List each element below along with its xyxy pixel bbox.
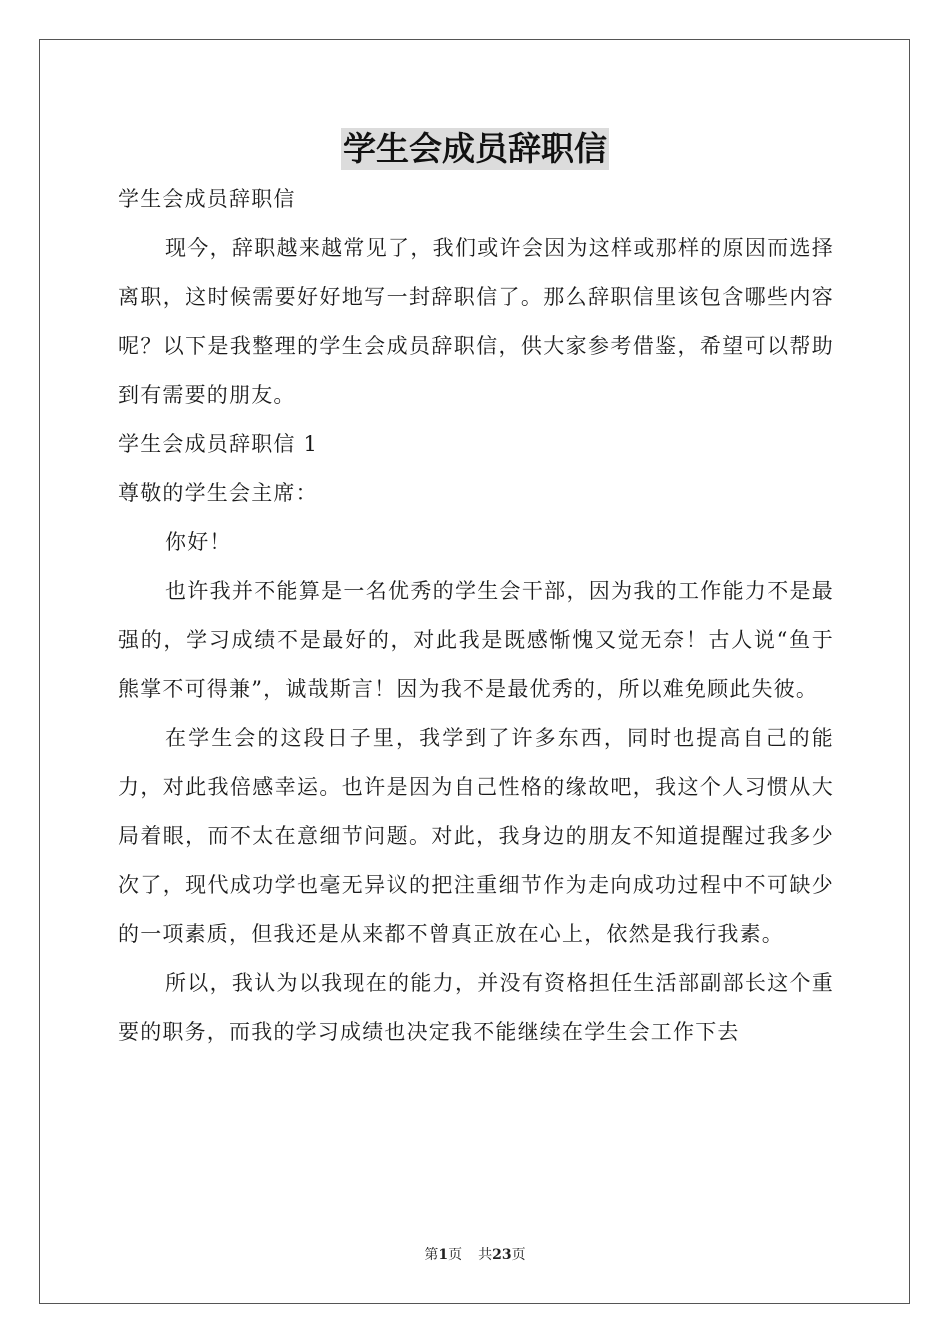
total-suffix: 页	[511, 1247, 526, 1263]
total-pages: 23	[492, 1247, 512, 1263]
paragraph: 学生会成员辞职信	[118, 187, 296, 211]
page-number: 1	[438, 1247, 449, 1263]
document-title: 学生会成员辞职信	[343, 129, 607, 168]
page-suffix: 页	[448, 1247, 463, 1263]
paragraph: 尊敬的学生会主席：	[118, 481, 318, 505]
paragraph: 你好！	[165, 530, 232, 554]
paragraph: 所以，我认为以我现在的能力，并没有资格担任生活部副部长这个重要的职务，而我的学习成绩也决定我不能继续在学生会工作下去	[118, 971, 834, 1044]
paragraph: 也许我并不能算是一名优秀的学生会干部，因为我的工作能力不是最强的，学习成绩不是最好的，对此我是既感惭愧又觉无奈！古人说“鱼于熊掌不可得兼”，诚哉斯言！因为我不是最优秀的，所以难免顾此失彼。	[118, 579, 834, 701]
paragraph: 学生会成员辞职信 1	[118, 432, 319, 456]
page-prefix: 第	[424, 1247, 439, 1263]
paragraph: 现今，辞职越来越常见了，我们或许会因为这样或那样的原因而选择离职，这时候需要好好地写一封辞职信了。那么辞职信里该包含哪些内容呢？以下是我整理的学生会成员辞职信，供大家参考借鉴，希望可以帮助到有需要的朋友。	[118, 236, 834, 407]
title-container	[0, 128, 950, 170]
total-prefix: 共	[478, 1247, 493, 1263]
paragraph: 在学生会的这段日子里，我学到了许多东西，同时也提高自己的能力，对此我倍感幸运。也许是因为自己性格的缘故吧，我这个人习惯从大局着眼，而不太在意细节问题。对此，我身边的朋友不知道提醒过我多少次了，现代成功学也毫无异议的把注重细节作为走向成功过程中不可缺少的一项素质，但我还是从来都不曾真正放在心上，依然是我行我素。	[118, 726, 834, 946]
page-footer	[0, 1244, 950, 1264]
document-body	[118, 175, 834, 1057]
